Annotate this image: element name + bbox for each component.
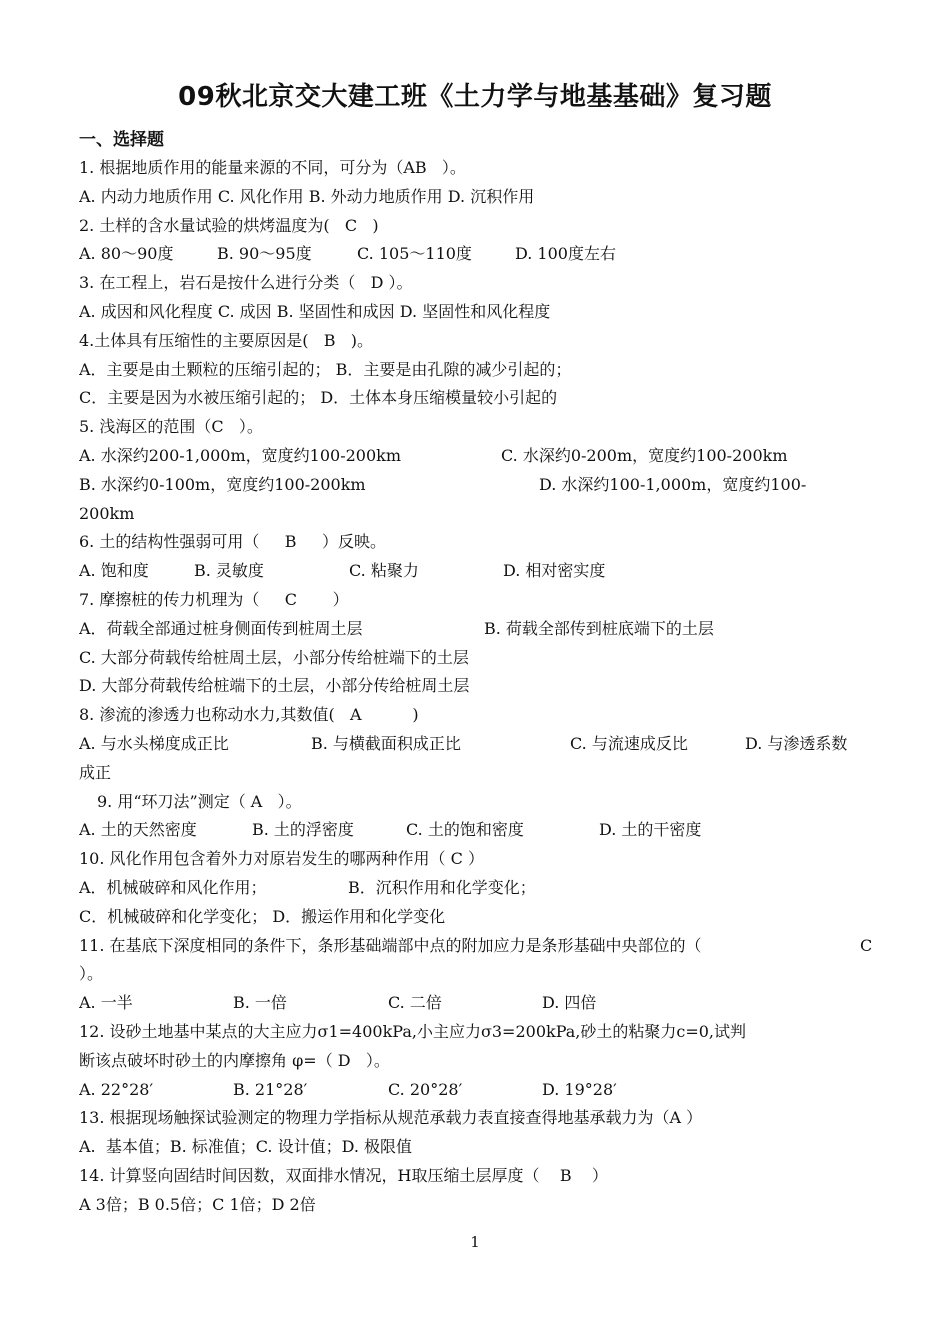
question-12: 12. 设砂土地基中某点的大主应力σ1=400kPa,小主应力σ3=200kPa,砂土的粘聚力c=0,试判	[79, 1021, 746, 1041]
question-13: 13. 根据现场触探试验测定的物理力学指标从规范承载力表直接查得地基承载力为（A ）	[79, 1108, 703, 1128]
option-b: B. 90～95度	[217, 244, 312, 264]
question-7: 7. 摩擦桩的传力机理为（ C ）	[79, 589, 349, 609]
option-d: D. 与渗透系数	[745, 733, 848, 753]
option-c: C. 与流速成反比	[570, 733, 688, 753]
question-11-options	[79, 989, 874, 1018]
question-11-wrap: ）。	[79, 964, 104, 984]
question-10-options-1	[79, 874, 874, 903]
question-5-options-2	[79, 471, 874, 500]
option-d: D. 相对密实度	[503, 561, 606, 581]
option-a: A. 与水头梯度成正比	[79, 733, 229, 753]
question-10-options-2: C．机械破碎和化学变化； D．搬运作用和化学变化	[79, 906, 446, 926]
question-9-options	[79, 816, 874, 845]
option-d: D. 100度左右	[515, 244, 616, 264]
option-d: D. 土的干密度	[599, 820, 702, 840]
question-4-options-2: C．主要是因为水被压缩引起的； D．土体本身压缩模量较小引起的	[79, 388, 558, 408]
option-a: A. 一半	[79, 993, 133, 1013]
question-8-options	[79, 730, 874, 759]
question-14-options: A 3倍；B 0.5倍；C 1倍；D 2倍	[79, 1194, 316, 1214]
question-7-options-1	[79, 615, 874, 644]
question-7-option-d: D. 大部分荷载传给桩端下的土层，小部分传给桩周土层	[79, 676, 470, 696]
question-list	[79, 154, 874, 1219]
option-a: A．机械破碎和风化作用；	[79, 877, 267, 897]
question-14: 14. 计算竖向固结时间因数，双面排水情况，H取压缩土层厚度（ B ）	[79, 1165, 608, 1185]
option-d: D. 水深约100-1,000m，宽度约100-	[539, 474, 807, 494]
question-6: 6. 土的结构性强弱可用（ B ）反映。	[79, 532, 386, 552]
option-b: B. 一倍	[233, 993, 287, 1013]
page-title: 09秋北京交大建工班《土力学与地基基础》复习题	[178, 82, 772, 112]
option-c: C. 20°28′	[388, 1079, 463, 1099]
question-12-options	[79, 1076, 874, 1105]
option-c: C. 二倍	[388, 993, 442, 1013]
option-c: C. 粘聚力	[349, 561, 419, 581]
option-b: B. 与横截面积成正比	[311, 733, 461, 753]
option-b: B. 灵敏度	[194, 561, 264, 581]
question-4-options-1: A．主要是由土颗粒的压缩引起的； B．主要是由孔隙的减少引起的；	[79, 359, 572, 379]
option-b: B．沉积作用和化学变化；	[348, 877, 536, 897]
option-b: B. 土的浮密度	[252, 820, 354, 840]
option-b: B. 荷载全部传到桩底端下的土层	[484, 618, 714, 638]
question-11-answer: C	[860, 935, 873, 955]
option-a: A. 土的天然密度	[79, 820, 197, 840]
question-8-options-wrap: 成正	[79, 762, 112, 782]
section-heading: 一、选择题	[79, 130, 164, 150]
option-a: A. 80～90度	[79, 244, 174, 264]
question-3: 3. 在工程上，岩石是按什么进行分类（ D ）。	[79, 273, 413, 293]
question-10: 10. 风化作用包含着外力对原岩发生的哪两种作用（ C ）	[79, 849, 484, 869]
question-6-options	[79, 557, 874, 586]
question-4: 4.土体具有压缩性的主要原因是( B )。	[79, 330, 374, 350]
question-2-options	[79, 240, 874, 269]
question-2: 2. 土样的含水量试验的烘烤温度为( C )	[79, 215, 379, 235]
question-13-options: A. 基本值；B. 标准值；C. 设计值；D. 极限值	[79, 1137, 413, 1157]
question-5-options-1	[79, 442, 874, 471]
page-number: 1	[470, 1233, 480, 1251]
question-11	[79, 932, 874, 961]
option-c: C. 土的饱和密度	[406, 820, 524, 840]
question-5-options-wrap: 200km	[79, 503, 135, 523]
question-1: 1. 根据地质作用的能量来源的不同，可分为（AB ）。	[79, 158, 466, 177]
option-d: D. 19°28′	[542, 1079, 617, 1099]
question-12-wrap: 断该点破坏时砂土的内摩擦角 φ=（ D ）。	[79, 1050, 390, 1070]
option-c: C. 水深约0-200m，宽度约100-200km	[501, 445, 788, 465]
question-7-option-c: C. 大部分荷载传给桩周土层，小部分传给桩端下的土层	[79, 647, 469, 667]
option-d: D. 四倍	[542, 993, 597, 1013]
question-9: 9. 用“环刀法”测定（ A ）。	[97, 791, 302, 811]
option-a: A. 22°28′	[79, 1079, 154, 1099]
option-b: B. 21°28′	[233, 1079, 308, 1099]
question-5: 5. 浅海区的范围（C ）。	[79, 417, 263, 437]
option-c: C. 105～110度	[357, 244, 472, 264]
option-a: A．荷载全部通过桩身侧面传到桩周土层	[79, 618, 363, 638]
question-3-options: A. 成因和风化程度 C. 成因 B. 坚固性和成因 D. 坚固性和风化程度	[79, 301, 551, 321]
question-8: 8. 渗流的渗透力也称动水力,其数值( A )	[79, 705, 419, 725]
option-a: A. 水深约200-1,000m，宽度约100-200km	[79, 445, 402, 465]
question-1-options: A. 内动力地质作用 C. 风化作用 B. 外动力地质作用 D. 沉积作用	[79, 186, 535, 206]
option-b: B. 水深约0-100m，宽度约100-200km	[79, 474, 366, 494]
question-11-text: 11. 在基底下深度相同的条件下，条形基础端部中点的附加应力是条形基础中央部位的（	[79, 935, 702, 955]
option-a: A. 饱和度	[79, 561, 149, 581]
